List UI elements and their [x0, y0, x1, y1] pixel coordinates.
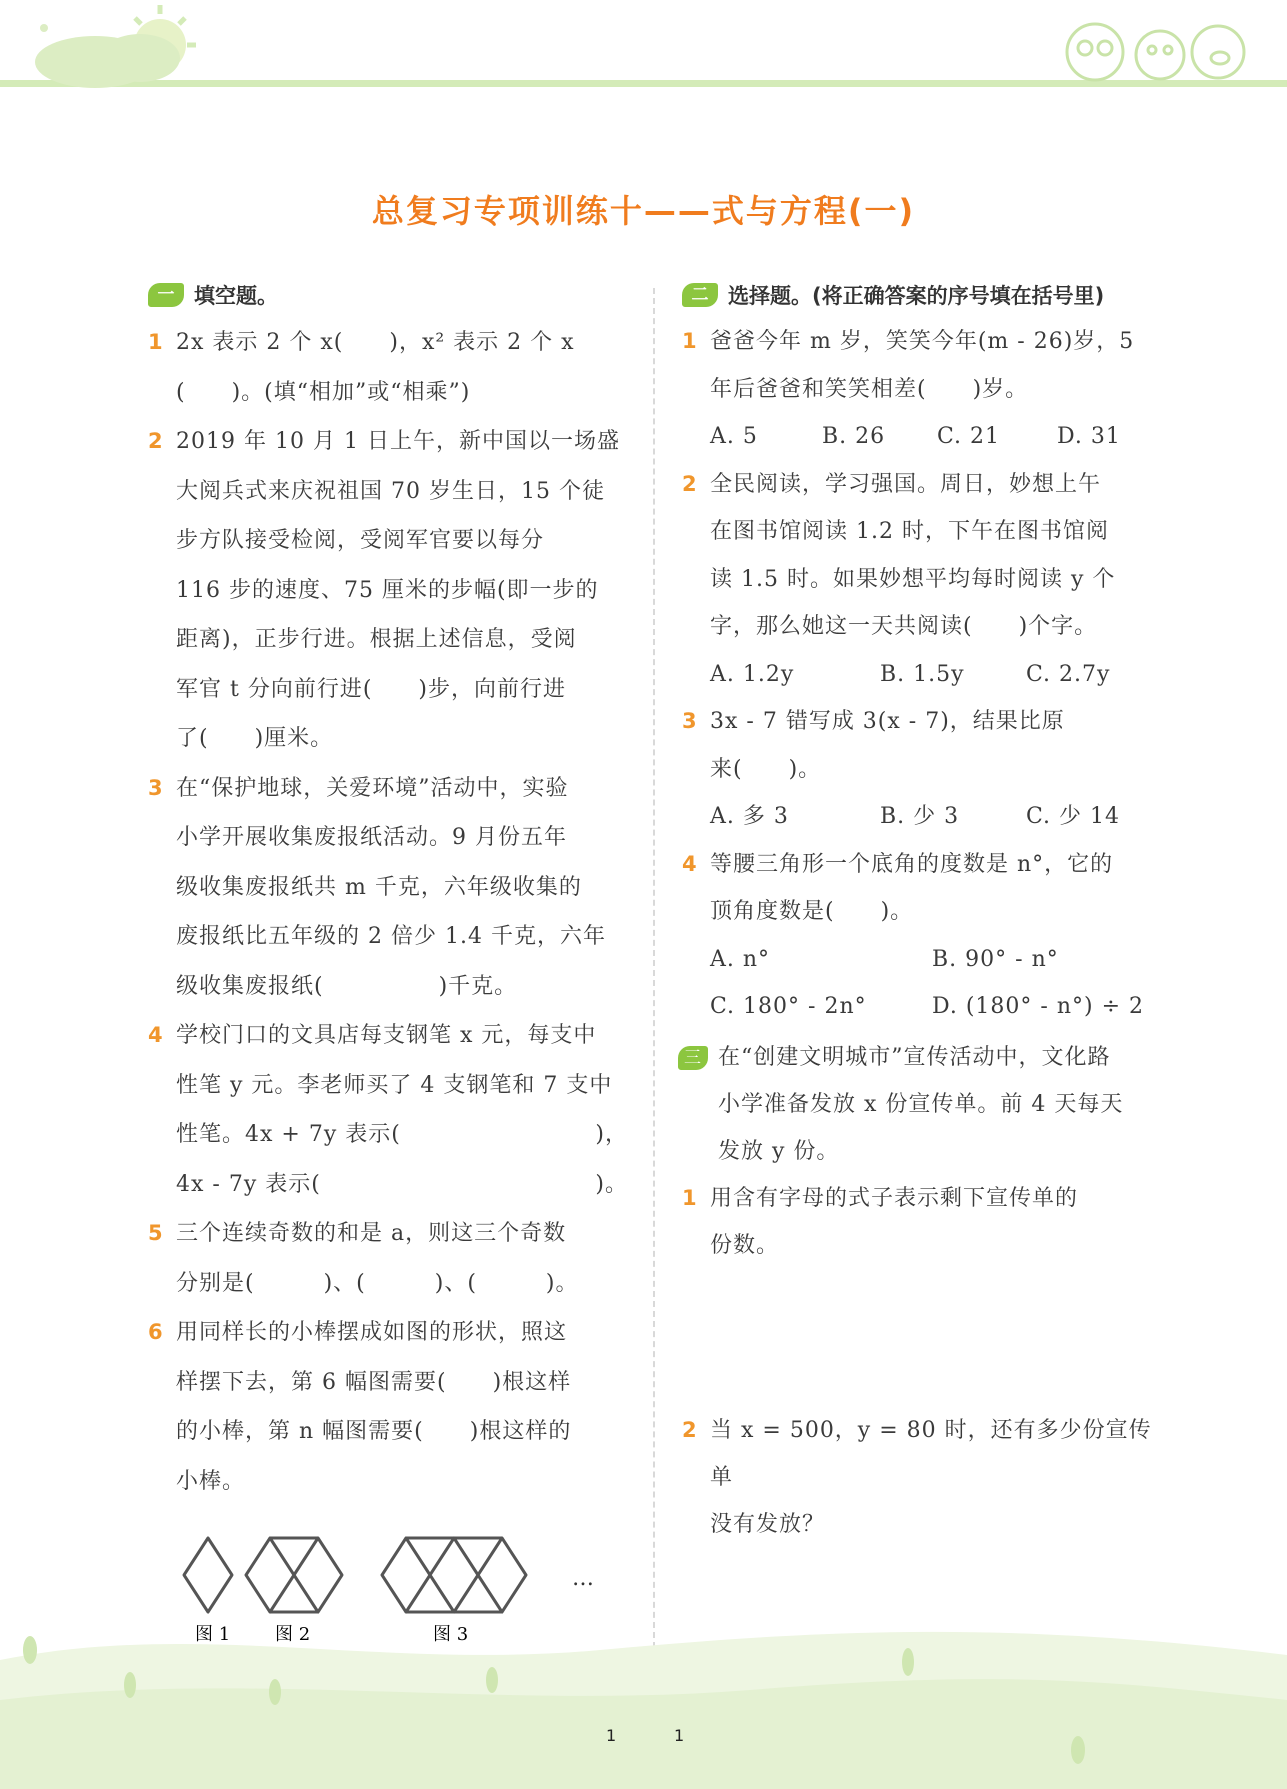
question-1 — [148, 318, 628, 417]
question-line: 2x 表示 2 个 x( )，x² 表示 2 个 x — [176, 330, 575, 355]
question-5 — [148, 1209, 628, 1308]
section-multiple-choice — [682, 280, 1162, 1031]
option-row — [710, 651, 1162, 699]
question-line: 爸爸今年 m 岁，笑笑今年(m - 26)岁，5 — [710, 329, 1135, 354]
question-line: 三个连续奇数的和是 a，则这三个奇数 — [176, 1221, 567, 1246]
question-line: 年后爸爸和笑笑相差( )岁。 — [710, 376, 1029, 402]
choice-question-3 — [682, 698, 1162, 841]
section-heading — [682, 280, 1162, 310]
question-line: 距离)，正步行进。根据上述信息，受阅 — [176, 627, 577, 652]
section-badge: 一 — [148, 283, 184, 307]
question-line: 分别是( )、( )、( )。 — [176, 1270, 579, 1296]
page-title: 总复习专项训练十——式与方程(一) — [371, 192, 916, 230]
option: B. 少 3 — [880, 804, 960, 829]
option: A. 多 3 — [710, 804, 789, 829]
choice-question-4 — [682, 841, 1162, 1031]
option: A. 5 — [710, 424, 758, 449]
option-row — [710, 983, 1162, 1031]
question-line: 小学开展收集废报纸活动。9 月份五年 — [176, 825, 567, 850]
question-line: 级收集废报纸( )千克。 — [176, 973, 518, 999]
question-3 — [148, 764, 628, 1012]
figure-ellipsis: … — [572, 1566, 594, 1591]
figure-label: 图 2 — [275, 1624, 311, 1645]
question-line: 顶角度数是( )。 — [710, 899, 914, 924]
question-line: 在图书馆阅读 1.2 时，下午在图书馆阅 — [710, 519, 1109, 544]
question-line: 在“保护地球，关爱环境”活动中，实验 — [176, 775, 569, 801]
option-row — [710, 936, 1162, 984]
question-number: 1 — [682, 329, 698, 353]
choice-question-2 — [682, 461, 1162, 699]
question-line: 步方队接受检阅，受阅军官要以每分 — [176, 528, 545, 553]
question-line: 性笔。4x + 7y 表示( )， — [176, 1122, 628, 1147]
question-number: 2 — [148, 429, 164, 453]
question-line: 发放 y 份。 — [718, 1139, 840, 1164]
question-line: 样摆下去，第 6 幅图需要( )根这样 — [176, 1369, 572, 1395]
question-line: 小学准备发放 x 份宣传单。前 4 天每天 — [718, 1092, 1124, 1117]
option: B. 90° - n° — [932, 946, 1059, 972]
question-line: 等腰三角形一个底角的度数是 n°，它的 — [710, 851, 1114, 877]
question-4 — [148, 1011, 628, 1209]
page-number: 1 — [674, 1726, 685, 1745]
question-line: 没有发放？ — [710, 1512, 826, 1537]
question-line: 的小棒，第 n 幅图需要( )根这样的 — [176, 1419, 572, 1444]
question-number: 3 — [148, 775, 164, 800]
question-line: 来( )。 — [710, 756, 822, 782]
section-3-intro — [682, 1034, 1162, 1175]
question-line: 性笔 y 元。李老师买了 4 支钢笔和 7 支中 — [176, 1072, 613, 1098]
answer-space[interactable] — [682, 1269, 1162, 1407]
page-number: 1 — [606, 1726, 617, 1745]
question-number: 1 — [682, 1186, 698, 1210]
question-number: 1 — [148, 330, 164, 354]
section-title: 填空题。 — [194, 284, 278, 308]
question-6 — [148, 1308, 628, 1506]
sun-cloud-icon — [35, 5, 196, 88]
question-line: 字，那么她这一天共阅读( )个字。 — [710, 614, 1098, 639]
section-title: 选择题。(将正确答案的序号填在括号里) — [728, 284, 1105, 308]
animal-faces-icon — [1067, 24, 1244, 80]
question-number: 6 — [148, 1320, 164, 1344]
option: C. 少 14 — [1026, 804, 1121, 829]
option: C. 2.7y — [1026, 661, 1111, 687]
question-line: 3x - 7 错写成 3(x - 7)，结果比原 — [710, 709, 1065, 734]
question-line: 用含有字母的式子表示剩下宣传单的 — [710, 1186, 1079, 1211]
question-number: 5 — [148, 1221, 164, 1245]
section-application — [682, 1034, 1162, 1548]
question-line: 学校门口的文具店每支钢笔 x 元，每支中 — [176, 1023, 597, 1048]
question-line: 废报纸比五年级的 2 倍少 1.4 千克，六年 — [176, 924, 606, 949]
question-line: 当 x = 500，y = 80 时，还有多少份宣传单 — [710, 1418, 1152, 1490]
option-row — [710, 413, 1162, 461]
question-line: 4x - 7y 表示( )。 — [176, 1171, 628, 1197]
question-line: 级收集废报纸共 m 千克，六年级收集的 — [176, 874, 582, 900]
section-badge: 二 — [682, 283, 718, 307]
option: C. 21 — [937, 424, 1001, 449]
option: A. n° — [710, 946, 771, 972]
figure-label: 图 1 — [195, 1624, 231, 1645]
footer-landscape — [0, 1600, 1287, 1789]
option: B. 1.5y — [880, 661, 965, 687]
question-line: 军官 t 分向前行进( )步，向前行进 — [176, 676, 566, 702]
application-question-1 — [682, 1175, 1162, 1269]
question-number: 3 — [682, 709, 698, 733]
question-line: 在“创建文明城市”宣传活动中，文化路 — [718, 1045, 1111, 1070]
option: D. 31 — [1057, 424, 1121, 449]
question-line: 全民阅读，学习强国。周日，妙想上午 — [710, 471, 1102, 497]
question-line: 份数。 — [710, 1233, 780, 1258]
question-line: 小棒。 — [176, 1468, 246, 1494]
section-heading — [148, 280, 628, 310]
option: B. 26 — [822, 424, 886, 449]
question-number: 2 — [682, 471, 698, 496]
question-line: 用同样长的小棒摆成如图的形状，照这 — [176, 1320, 568, 1345]
option-row — [710, 793, 1162, 841]
choice-question-1 — [682, 318, 1162, 461]
figure-label: 图 3 — [433, 1624, 469, 1645]
column-divider — [653, 288, 655, 1648]
question-2 — [148, 417, 628, 764]
option: D. (180° - n°) ÷ 2 — [932, 994, 1145, 1019]
question-line: 大阅兵式来庆祝祖国 70 岁生日，15 个徒 — [176, 478, 605, 504]
question-line: 读 1.5 时。如果妙想平均每时阅读 y 个 — [710, 566, 1116, 592]
option: A. 1.2y — [710, 661, 795, 687]
question-number: 2 — [682, 1418, 698, 1442]
option: C. 180° - 2n° — [710, 994, 867, 1019]
question-line: 2019 年 10 月 1 日上午，新中国以一场盛 — [176, 429, 620, 454]
question-line: ( )。(填“相加”或“相乘”) — [176, 379, 471, 405]
question-line: 116 步的速度、75 厘米的步幅(即一步的 — [176, 577, 599, 603]
section-fill-in — [148, 280, 628, 1506]
question-line: 了( )厘米。 — [176, 726, 334, 751]
question-number: 4 — [682, 851, 698, 876]
header-decoration — [0, 0, 1287, 110]
question-number: 4 — [148, 1023, 164, 1047]
application-question-2 — [682, 1407, 1162, 1548]
section-badge: 三 — [678, 1046, 708, 1070]
